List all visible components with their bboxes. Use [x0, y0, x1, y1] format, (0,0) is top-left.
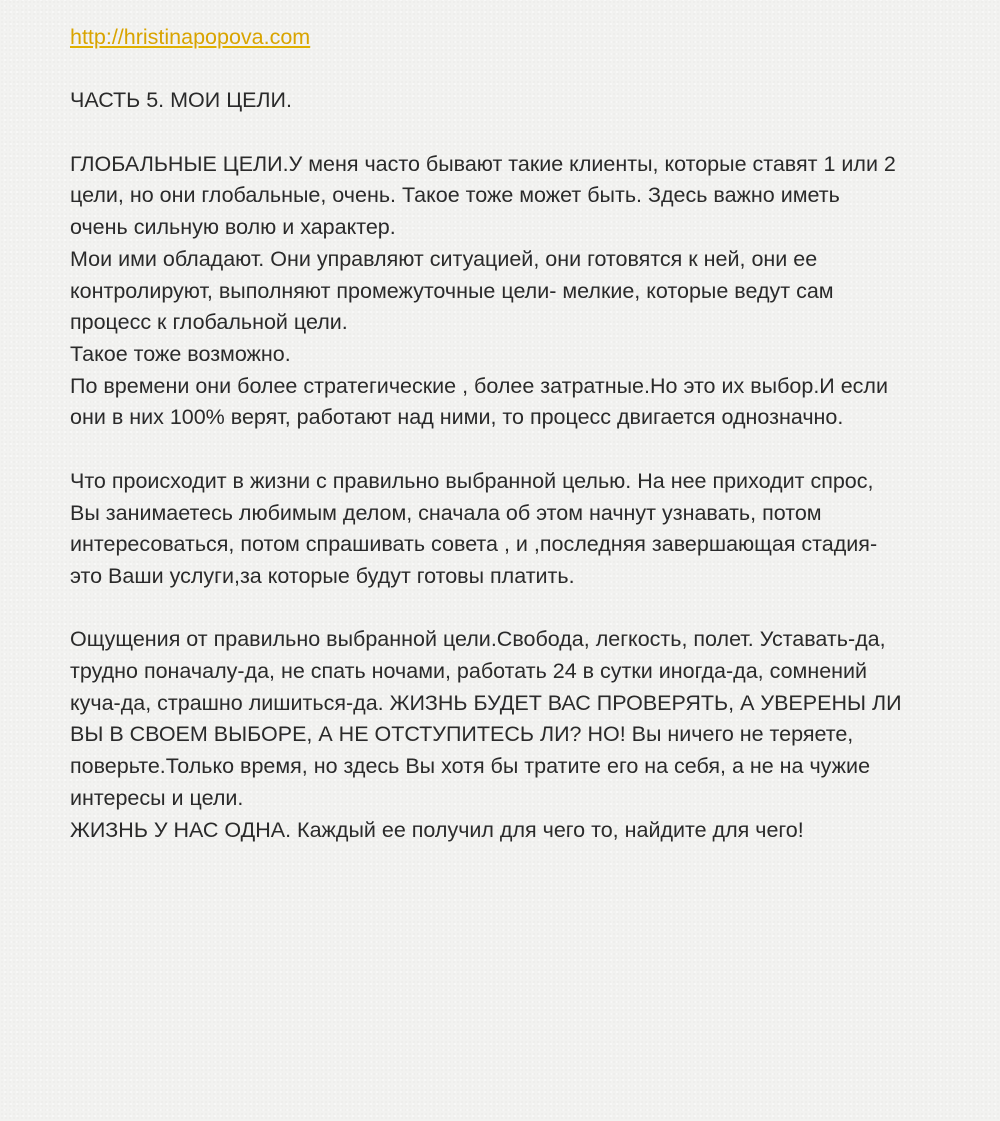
text-line: поверьте.Только время, но здесь Вы хотя бы тратите его на себя, а не на чужие	[70, 754, 871, 779]
spacer	[70, 54, 950, 86]
spacer	[70, 434, 950, 466]
spacer	[70, 117, 950, 149]
text-line: ГЛОБАЛЬНЫЕ ЦЕЛИ.У меня часто бывают такие клиенты, которые ставят 1 или 2	[70, 151, 896, 176]
text-line: Такое тоже возможно.	[70, 342, 291, 366]
text-line: ВЫ В СВОЕМ ВЫБОРЕ, А НЕ ОТСТУПИТЕСЬ ЛИ? НО! Вы ничего не теряете,	[70, 722, 854, 747]
spacer	[70, 593, 950, 625]
text-line: они в них 100% верят, работают над ними, то процесс двигается однозначно.	[70, 405, 844, 430]
text-line: процесс к глобальной цели.	[70, 310, 348, 335]
document-body	[70, 22, 950, 846]
text-line: цели, но они глобальные, очень. Такое тоже может быть. Здесь важно иметь	[70, 183, 840, 208]
paragraph-feelings	[70, 624, 950, 846]
text-line: куча-да, страшно лишиться-да. ЖИЗНЬ БУДЕТ ВАС ПРОВЕРЯТЬ, А УВЕРЕНЫ ЛИ	[70, 690, 902, 715]
text-line: это Ваши услуги,за которые будут готовы платить.	[70, 563, 575, 588]
paragraph-global-goals	[70, 149, 950, 434]
text-line: контролируют, выполняют промежуточные цели- мелкие, которые ведут сам	[70, 278, 834, 303]
text-line: интересы и цели.	[70, 785, 244, 810]
text-line: По времени они более стратегические , более затратные.Но это их выбор.И если	[70, 373, 888, 398]
text-line: очень сильную волю и характер.	[70, 215, 396, 240]
text-line: трудно поначалу-да, не спать ночами, работать 24 в сутки иногда-да, сомнений	[70, 659, 868, 683]
section-heading: ЧАСТЬ 5. МОИ ЦЕЛИ.	[70, 88, 292, 113]
text-line: Мои ими обладают. Они управляют ситуацией, они готовятся к ней, они ее	[70, 246, 818, 271]
text-line: интересоваться, потом спрашивать совета , и ,последняя завершающая стадия-	[70, 532, 878, 557]
text-line: Что происходит в жизни с правильно выбранной целью. На нее приходит спрос,	[70, 468, 874, 493]
text-line: Вы занимаетесь любимым делом, сначала об этом начнут узнавать, потом	[70, 500, 822, 525]
website-link[interactable]: http://hristinapopova.com	[70, 25, 311, 49]
text-line: Ощущения от правильно выбранной цели.Свобода, легкость, полет. Уставать-да,	[70, 627, 886, 652]
paragraph-right-goal	[70, 466, 950, 593]
text-line: ЖИЗНЬ У НАС ОДНА. Каждый ее получил для чего то, найдите для чего!	[70, 817, 804, 842]
